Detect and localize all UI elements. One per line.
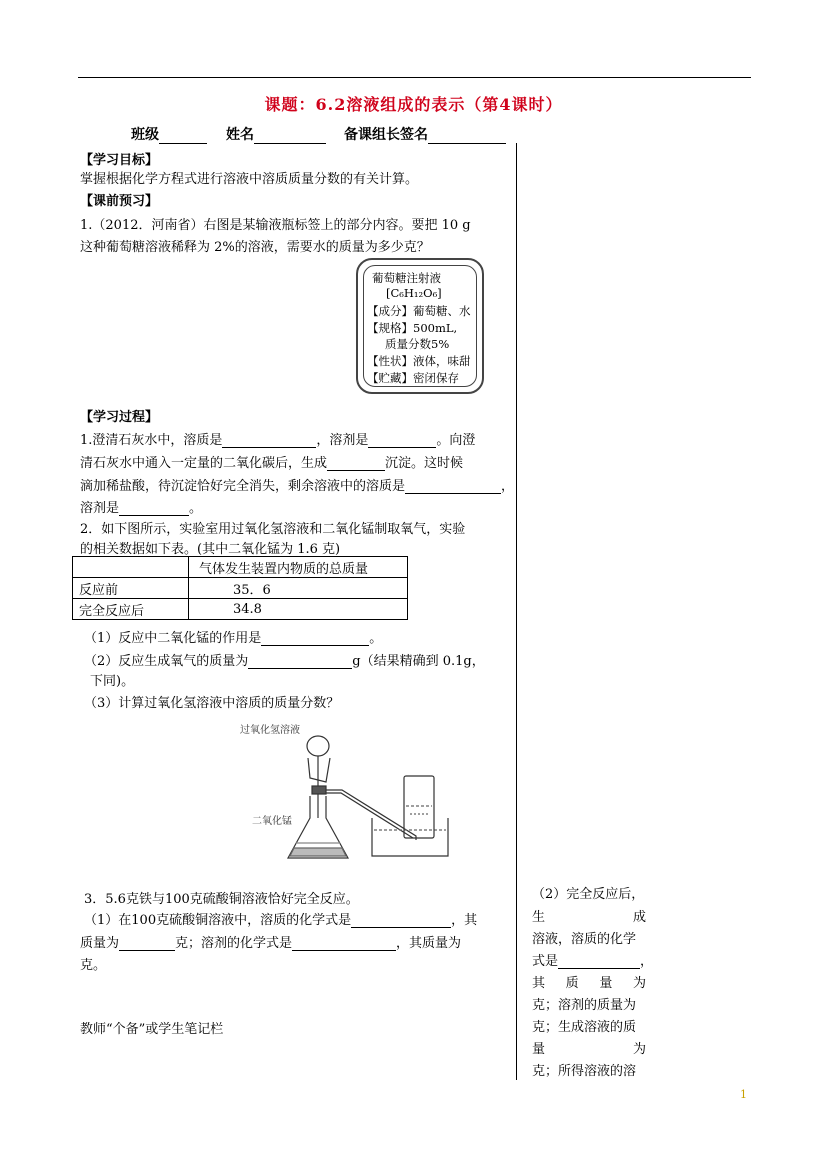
- side-line3: 溶液，溶质的化学: [532, 932, 637, 947]
- table-row: [73, 599, 408, 620]
- process-q1-line3: 滴加稀盐酸，待沉淀恰好完全消失，剩余溶液中的溶质是 ，: [80, 479, 515, 494]
- label-formula: [C₆H₁₂O₆]: [386, 286, 442, 300]
- label-property: 【性状】液体，味甜: [367, 354, 471, 368]
- side-line7: 克；生成溶液的质: [532, 1020, 637, 1035]
- table-row-value: 35．6: [189, 578, 408, 599]
- side-line5: 其 质 量 为: [532, 976, 646, 991]
- process-q1-line4: 溶剂是 。: [80, 501, 203, 516]
- label-ingredient: 【成分】葡萄糖、水: [367, 304, 471, 318]
- side-line8: 量 为: [532, 1042, 646, 1057]
- table-header-cell: 气体发生装置内物质的总质量: [189, 557, 408, 578]
- goal-text: 掌握根据化学方程式进行溶液中溶质质量分数的有关计算。: [80, 172, 419, 187]
- top-rule: [78, 77, 751, 78]
- table-row: [73, 578, 408, 599]
- process-q1-line2: 清石灰水中通入一定量的二氧化碳后，生成 沉淀。这时候: [80, 456, 464, 471]
- remaining-solute-blank[interactable]: [405, 479, 501, 494]
- precipitate-blank[interactable]: [327, 456, 385, 471]
- process-q3-line3: 质量为 克；溶剂的化学式是 ，其质量为: [80, 936, 462, 951]
- side-line4: 式是 ，: [532, 954, 654, 969]
- sign-field: 备课组长签名: [344, 124, 506, 144]
- oxygen-mass-blank[interactable]: [248, 654, 352, 669]
- process-q2-sub3: （3）计算过氧化氢溶液中溶质的质量分数？: [84, 696, 340, 711]
- column-divider: [516, 143, 517, 1080]
- process-q2-line2: 的相关数据如下表。(其中二氧化锰为 1.6 克): [80, 542, 341, 557]
- cuso4-formula-blank[interactable]: [351, 913, 451, 928]
- process-heading: 【学习过程】: [80, 410, 159, 425]
- table-row-label: 完全反应后: [73, 599, 189, 620]
- mass-data-table: [72, 556, 408, 620]
- funnel-bulb: [308, 758, 330, 782]
- name-field: 姓名: [226, 124, 326, 144]
- class-blank[interactable]: [159, 129, 207, 144]
- sign-blank[interactable]: [428, 129, 506, 144]
- apparatus-bottom-label: 二氧化锰: [252, 816, 292, 827]
- water-trough: [372, 818, 448, 856]
- table-corner-cell: [73, 557, 189, 578]
- class-field: 班级: [131, 124, 207, 144]
- side-line2: 生 成: [532, 910, 646, 925]
- process-q2-sub1: （1）反应中二氧化锰的作用是 。: [84, 631, 383, 646]
- label-spec2: 质量分数5%: [385, 337, 450, 351]
- side-formula-blank[interactable]: [558, 954, 640, 969]
- delivery-tube: [326, 790, 416, 840]
- preview-heading: 【课前预习】: [80, 194, 159, 209]
- preview-q1-line1: 1.（2012．河南省）右图是某输液瓶标签上的部分内容。要把 10 g: [80, 218, 471, 233]
- preview-q1-line2: 这种葡萄糖溶液稀释为 2%的溶液，需要水的质量为多少克？: [80, 240, 430, 255]
- catalyst-role-blank[interactable]: [261, 631, 369, 646]
- goal-heading: 【学习目标】: [80, 153, 159, 168]
- apparatus-top-label: 过氧化氢溶液: [240, 725, 300, 736]
- process-q3-line1: 3．5.6克铁与100克硫酸铜溶液恰好完全反应。: [84, 892, 359, 907]
- page-number: 1: [740, 1088, 747, 1101]
- process-q2-sub2: （2）反应生成氧气的质量为 g（结果精确到 0.1g，: [84, 654, 485, 669]
- table-row-label: 反应前: [73, 578, 189, 599]
- table-header-row: [73, 557, 408, 578]
- label-storage: 【贮藏】密闭保存: [367, 371, 459, 385]
- process-q2-line1: 2．如下图所示，实验室用过氧化氢溶液和二氧化锰制取氧气，实验: [80, 522, 466, 537]
- notes-column-label: 教师“个备”或学生笔记栏: [80, 1022, 224, 1037]
- solute-mass-blank[interactable]: [119, 936, 175, 951]
- process-q3-line2: （1）在100克硫酸铜溶液中，溶质的化学式是 ，其: [84, 913, 478, 928]
- side-line1: （2）完全反应后，: [532, 887, 645, 902]
- table-row-value: 34.8: [189, 599, 408, 620]
- process-q3-line4: 克。: [80, 958, 107, 973]
- process-q1-line1: 1.澄清石灰水中，溶质是 ，溶剂是 。向澄: [80, 433, 476, 448]
- gas-collection-bottle: [404, 776, 434, 838]
- solvent-blank[interactable]: [368, 433, 436, 448]
- page-title: 课题：6.2溶液组成的表示（第4课时）: [264, 95, 563, 114]
- infusion-label-card: [356, 258, 484, 394]
- label-spec1: 【规格】500mL,: [367, 321, 458, 335]
- remaining-solvent-blank[interactable]: [119, 501, 189, 516]
- apparatus-diagram: [238, 718, 478, 868]
- label-name: 葡萄糖注射液: [372, 271, 441, 285]
- solvent-formula-blank[interactable]: [292, 936, 396, 951]
- side-line9: 克；所得溶液的溶: [532, 1064, 637, 1079]
- side-line6: 克；溶剂的质量为: [532, 998, 637, 1013]
- process-q2-sub2-cont: 下同)。: [90, 674, 135, 689]
- name-blank[interactable]: [254, 129, 326, 144]
- solute-blank[interactable]: [222, 433, 316, 448]
